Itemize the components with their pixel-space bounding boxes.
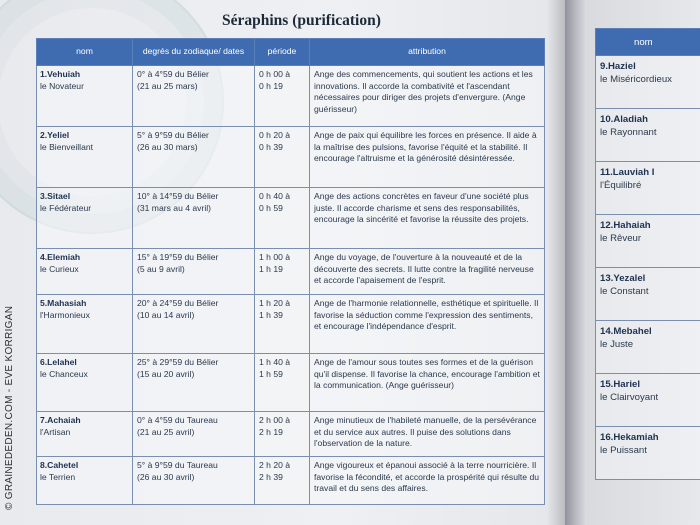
period-start: 2 h 00 à bbox=[259, 415, 291, 425]
name-cell bbox=[37, 295, 133, 354]
degree-cell bbox=[133, 66, 255, 127]
angel-epithet: l'Harmonieux bbox=[40, 309, 90, 320]
degree-cell bbox=[133, 412, 255, 457]
seraphins-table bbox=[36, 38, 545, 505]
name-cell bbox=[37, 457, 133, 505]
angel-epithet: l'Artisan bbox=[40, 426, 71, 437]
degree-cell bbox=[133, 295, 255, 354]
name-cell bbox=[37, 412, 133, 457]
attribution-cell: Ange de l'amour sous toutes ses formes et de la guérison qu'il dispense. Il favorise la chance, encourage l'ambition et la communication. (Ange guérisseur) bbox=[310, 354, 545, 412]
table-row bbox=[37, 295, 545, 354]
name-cell bbox=[37, 66, 133, 127]
angel-epithet: l'Équilibré bbox=[600, 180, 642, 191]
angel-name: 3.Sitael bbox=[40, 191, 71, 201]
date-range: (15 au 20 avril) bbox=[137, 368, 195, 379]
table-row bbox=[37, 457, 545, 505]
period-end: 0 h 59 bbox=[259, 202, 283, 213]
zodiac-degree: 5° à 9°59 du Bélier bbox=[137, 130, 209, 140]
name-cell bbox=[37, 127, 133, 188]
zodiac-degree: 25° à 29°59 du Bélier bbox=[137, 357, 219, 367]
table-row bbox=[596, 56, 700, 109]
table-row bbox=[596, 162, 700, 215]
date-range: (26 au 30 avril) bbox=[137, 471, 195, 482]
angel-name: 12.Hahaiah bbox=[600, 220, 651, 231]
angel-name: 10.Aladiah bbox=[600, 114, 648, 125]
name-cell bbox=[37, 354, 133, 412]
angel-name: 5.Mahasiah bbox=[40, 298, 87, 308]
period-end: 1 h 39 bbox=[259, 309, 283, 320]
period-cell bbox=[255, 295, 310, 354]
name-cell bbox=[596, 109, 700, 162]
period-end: 0 h 19 bbox=[259, 80, 283, 91]
attribution-cell: Ange des commencements, qui soutient les actions et les innovations. Il accorde la combativité et l'ascendant nécessaires pour diriger des projets d'envergure. (Ange guérisseur) bbox=[310, 66, 545, 127]
header-periode: période bbox=[255, 39, 310, 66]
degree-cell bbox=[133, 354, 255, 412]
header-nom: nom bbox=[596, 29, 700, 56]
table-row bbox=[596, 215, 700, 268]
date-range: (21 au 25 avril) bbox=[137, 426, 195, 437]
zodiac-degree: 0° à 4°59 du Taureau bbox=[137, 415, 218, 425]
angel-name: 9.Haziel bbox=[600, 61, 636, 72]
date-range: (5 au 9 avril) bbox=[137, 263, 185, 274]
angel-epithet: le Constant bbox=[600, 286, 649, 297]
attribution-cell: Ange vigoureux et épanoui associé à la terre nourricière. Il favorise la fécondité, et accorde la prospérité qui résulte du travail et du sens des affaires. bbox=[310, 457, 545, 505]
angel-epithet: le Chanceux bbox=[40, 368, 88, 379]
table-row bbox=[596, 321, 700, 374]
period-end: 1 h 59 bbox=[259, 368, 283, 379]
degree-cell bbox=[133, 249, 255, 295]
photo-credit bbox=[4, 300, 18, 510]
angel-name: 7.Achaiah bbox=[40, 415, 81, 425]
angel-name: 16.Hekamiah bbox=[600, 432, 659, 443]
table-row bbox=[37, 66, 545, 127]
name-cell bbox=[596, 268, 700, 321]
table-row bbox=[596, 268, 700, 321]
table-header-row bbox=[596, 29, 700, 56]
name-cell bbox=[37, 249, 133, 295]
angel-epithet: le Puissant bbox=[600, 445, 647, 456]
angel-name: 13.Yezalel bbox=[600, 273, 646, 284]
table-row bbox=[37, 354, 545, 412]
attribution-cell: Ange de paix qui équilibre les forces en présence. Il aide à la maîtrise des pulsions, favorise l'équité et la stabilité. Il encourage l'altruisme et la générosité désintéressée. bbox=[310, 127, 545, 188]
period-cell bbox=[255, 249, 310, 295]
angel-name: 2.Yeliel bbox=[40, 130, 70, 140]
name-cell bbox=[596, 374, 700, 427]
date-range: (26 au 30 mars) bbox=[137, 141, 198, 152]
angel-name: 4.Elemiah bbox=[40, 252, 81, 262]
angel-epithet: le Rêveur bbox=[600, 233, 642, 244]
table-header-row bbox=[37, 39, 545, 66]
zodiac-degree: 15° à 19°59 du Bélier bbox=[137, 252, 219, 262]
table-row bbox=[37, 127, 545, 188]
angel-name: 14.Mebahel bbox=[600, 326, 652, 337]
table-row bbox=[596, 374, 700, 427]
degree-cell bbox=[133, 457, 255, 505]
angel-epithet: le Bienveillant bbox=[40, 141, 94, 152]
name-cell bbox=[37, 188, 133, 249]
period-end: 2 h 19 bbox=[259, 426, 283, 437]
table-row bbox=[37, 249, 545, 295]
period-cell bbox=[255, 188, 310, 249]
date-range: (21 au 25 mars) bbox=[137, 80, 198, 91]
table-row bbox=[596, 427, 700, 480]
period-start: 1 h 20 à bbox=[259, 298, 291, 308]
name-cell bbox=[596, 56, 700, 109]
header-nom: nom bbox=[37, 39, 133, 66]
attribution-cell: Ange minutieux de l'habileté manuelle, de la persévérance et du service aux autres. Il puise des solutions dans l'observation de la nature. bbox=[310, 412, 545, 457]
period-cell bbox=[255, 127, 310, 188]
credit-text: © GRAINEDEDEN.COM - EVE KORRIGAN bbox=[4, 305, 15, 510]
period-start: 2 h 20 à bbox=[259, 460, 291, 470]
zodiac-degree: 5° à 9°59 du Taureau bbox=[137, 460, 218, 470]
period-end: 2 h 39 bbox=[259, 471, 283, 482]
book-gutter bbox=[565, 0, 585, 525]
attribution-cell: Ange du voyage, de l'ouverture à la nouveauté et de la découverte des secrets. Il lutte contre la fragilité nerveuse et accorde l'apaisement de l'esprit. bbox=[310, 249, 545, 295]
period-cell bbox=[255, 354, 310, 412]
angel-name: 15.Hariel bbox=[600, 379, 641, 390]
name-cell bbox=[596, 427, 700, 480]
name-cell bbox=[596, 321, 700, 374]
period-end: 1 h 19 bbox=[259, 263, 283, 274]
name-cell bbox=[596, 162, 700, 215]
table-row bbox=[37, 188, 545, 249]
period-start: 0 h 00 à bbox=[259, 69, 291, 79]
attribution-cell: Ange de l'harmonie relationnelle, esthétique et spirituelle. Il favorise la séduction comme l'expression des sentiments, et encourage l'indépendance d'esprit. bbox=[310, 295, 545, 354]
zodiac-degree: 20° à 24°59 du Bélier bbox=[137, 298, 219, 308]
angel-name: 11.Lauviah I bbox=[600, 167, 655, 178]
angel-name: 6.Lelahel bbox=[40, 357, 77, 367]
header-attribution: attribution bbox=[310, 39, 545, 66]
degree-cell bbox=[133, 127, 255, 188]
page-title: Séraphins (purification) bbox=[222, 12, 381, 29]
period-start: 1 h 40 à bbox=[259, 357, 291, 367]
period-cell bbox=[255, 412, 310, 457]
right-page bbox=[585, 0, 700, 525]
angel-epithet: le Miséricordieux bbox=[600, 74, 672, 85]
angel-name: 8.Cahetel bbox=[40, 460, 79, 470]
header-degres: degrés du zodiaque/ dates bbox=[133, 39, 255, 66]
table-row bbox=[37, 412, 545, 457]
angel-epithet: le Rayonnant bbox=[600, 127, 657, 138]
angel-epithet: le Juste bbox=[600, 339, 634, 350]
degree-cell bbox=[133, 188, 255, 249]
period-end: 0 h 39 bbox=[259, 141, 283, 152]
period-start: 1 h 00 à bbox=[259, 252, 291, 262]
period-start: 0 h 40 à bbox=[259, 191, 291, 201]
period-cell bbox=[255, 66, 310, 127]
attribution-cell: Ange des actions concrètes en faveur d'une société plus juste. Il accorde charisme et sens des responsabilités, encourage la sincérité et favorise la réussite des projets. bbox=[310, 188, 545, 249]
angel-epithet: le Fédérateur bbox=[40, 202, 92, 213]
angel-epithet: le Clairvoyant bbox=[600, 392, 659, 403]
angel-epithet: le Novateur bbox=[40, 80, 84, 91]
zodiac-degree: 0° à 4°59 du Bélier bbox=[137, 69, 209, 79]
table-row bbox=[596, 109, 700, 162]
zodiac-degree: 10° à 14°59 du Bélier bbox=[137, 191, 219, 201]
date-range: (31 mars au 4 avril) bbox=[137, 202, 212, 213]
name-cell bbox=[596, 215, 700, 268]
angel-name: 1.Vehuiah bbox=[40, 69, 81, 79]
angel-epithet: le Terrien bbox=[40, 471, 76, 482]
angel-epithet: le Curieux bbox=[40, 263, 79, 274]
date-range: (10 au 14 avril) bbox=[137, 309, 195, 320]
period-cell bbox=[255, 457, 310, 505]
right-page-table bbox=[595, 28, 700, 480]
period-start: 0 h 20 à bbox=[259, 130, 291, 140]
